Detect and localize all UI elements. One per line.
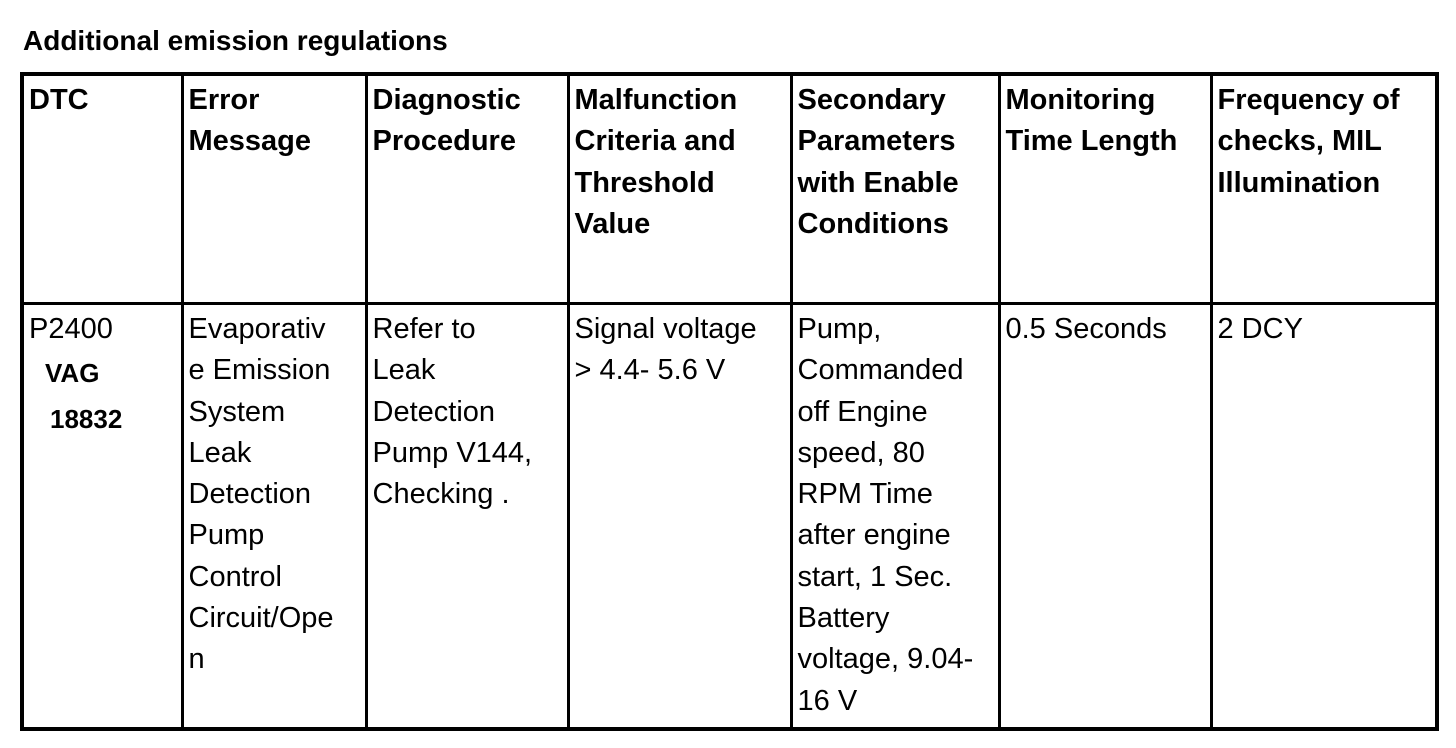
vag-number: 18832 <box>50 404 123 435</box>
header-malfunction-criteria <box>568 74 791 304</box>
header-malfunction-criteria-line: Threshold <box>574 166 715 199</box>
header-diagnostic-procedure-line: Diagnostic <box>372 84 521 116</box>
header-error-message-line: Message <box>188 125 312 158</box>
secondary-parameters-line: RPM Time <box>797 478 933 511</box>
emission-regulations-table <box>20 72 1439 731</box>
secondary-parameters-line: Pump, <box>797 313 882 345</box>
cell-error-message <box>182 304 366 730</box>
diagnostic-procedure-line: Leak <box>372 354 436 387</box>
header-error-message <box>182 74 366 304</box>
header-error-message-line: Error <box>188 84 260 116</box>
secondary-parameters-line: start, 1 Sec. <box>797 560 953 593</box>
header-dtc-line: DTC <box>29 84 89 116</box>
header-monitoring-time <box>999 74 1211 304</box>
secondary-parameters-line: Battery <box>797 602 890 635</box>
header-diagnostic-procedure-line: Procedure <box>372 125 516 158</box>
error-message-line: System <box>188 395 286 428</box>
monitoring-time-value: 0.5 Seconds <box>1005 313 1167 345</box>
header-diagnostic-procedure <box>366 74 568 304</box>
secondary-parameters-line: off Engine <box>797 395 928 428</box>
cell-diagnostic-procedure <box>366 304 568 730</box>
cell-frequency <box>1211 304 1437 730</box>
table-header-row <box>22 74 1437 304</box>
header-dtc <box>22 74 182 304</box>
error-message-line: n <box>188 643 205 676</box>
cell-dtc <box>22 304 182 730</box>
diagnostic-procedure-line: Refer to <box>372 313 476 345</box>
malfunction-criteria-line: > 4.4- 5.6 V <box>574 354 726 387</box>
header-monitoring-time-line: Time Length <box>1005 125 1178 158</box>
secondary-parameters-line: Commanded <box>797 354 964 387</box>
vag-label: VAG <box>45 358 100 389</box>
error-message-line: Circuit/Ope <box>188 602 334 635</box>
secondary-parameters-line: speed, 80 <box>797 436 925 469</box>
header-secondary-parameters-line: Parameters <box>797 125 956 158</box>
header-malfunction-criteria-line: Malfunction <box>574 84 738 116</box>
error-message-line: Pump <box>188 519 265 552</box>
error-message-line: Evaporativ <box>188 313 326 345</box>
secondary-parameters-line: after engine <box>797 519 951 552</box>
document-title: Additional emission regulations <box>23 25 448 56</box>
error-message-line: Leak <box>188 436 252 469</box>
diagnostic-procedure-line: Pump V144, <box>372 436 533 469</box>
diagnostic-procedure-line: Detection <box>372 395 496 428</box>
header-malfunction-criteria-line: Value <box>574 207 651 240</box>
header-malfunction-criteria-line: Criteria and <box>574 125 736 158</box>
secondary-parameters-line: voltage, 9.04- <box>797 643 974 676</box>
dtc-code: P2400 <box>29 313 113 345</box>
header-secondary-parameters <box>791 74 999 304</box>
error-message-line: Control <box>188 560 282 593</box>
frequency-value: 2 DCY <box>1217 313 1303 345</box>
cell-monitoring-time <box>999 304 1211 730</box>
secondary-parameters-line: 16 V <box>797 684 858 717</box>
header-secondary-parameters-line: with Enable <box>797 166 959 199</box>
cell-secondary-parameters <box>791 304 999 730</box>
header-monitoring-time-line: Monitoring <box>1005 84 1156 116</box>
header-frequency <box>1211 74 1437 304</box>
header-secondary-parameters-line: Conditions <box>797 207 949 240</box>
diagnostic-procedure-line: Checking . <box>372 478 510 511</box>
header-frequency-line: checks, MIL <box>1217 125 1382 158</box>
header-frequency-line: Illumination <box>1217 166 1381 199</box>
malfunction-criteria-line: Signal voltage <box>574 313 757 345</box>
header-frequency-line: Frequency of <box>1217 84 1400 116</box>
error-message-line: Detection <box>188 478 312 511</box>
header-secondary-parameters-line: Secondary <box>797 84 946 116</box>
table-row <box>22 304 1437 730</box>
cell-malfunction-criteria <box>568 304 791 730</box>
error-message-line: e Emission <box>188 354 331 387</box>
